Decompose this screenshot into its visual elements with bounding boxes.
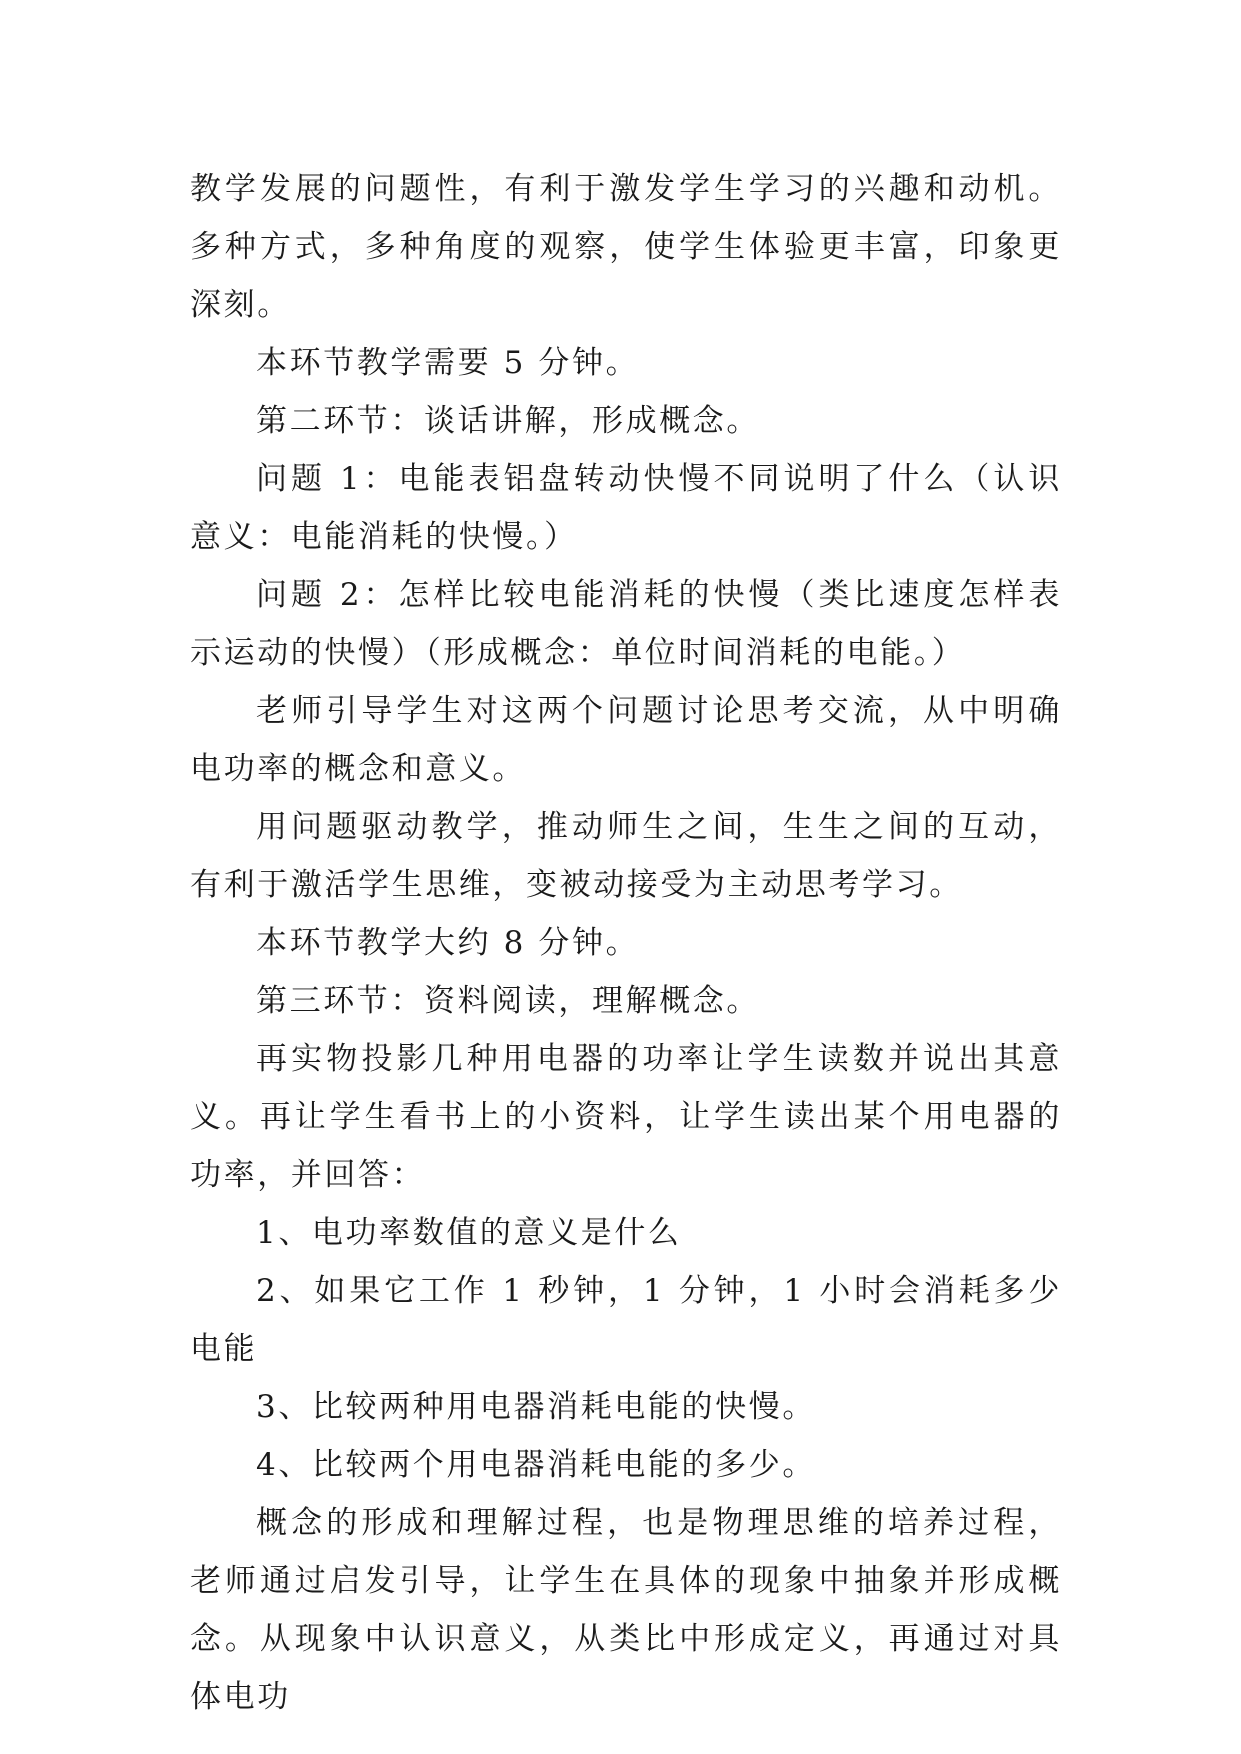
list-item-3: 3、比较两种用电器消耗电能的快慢。 bbox=[256, 1389, 816, 1425]
paragraph-projection: 再实物投影几种用电器的功率让学生读数并说出其意义。再让学生看书上的小资料，让学生读出某个用电器的功率，并回答： bbox=[190, 1041, 1062, 1193]
section-heading-3: 第三环节：资料阅读，理解概念。 bbox=[256, 983, 760, 1019]
list-item-4: 4、比较两个用电器消耗电能的多少。 bbox=[256, 1447, 816, 1483]
paragraph-concept-formation: 概念的形成和理解过程，也是物理思维的培养过程，老师通过启发引导，让学生在具体的现象中抽象并形成概念。从现象中认识意义，从类比中形成定义，再通过对具体电功 bbox=[190, 1505, 1062, 1715]
question-1: 问题 1：电能表铝盘转动快慢不同说明了什么（认识意义：电能消耗的快慢。） bbox=[190, 461, 1062, 555]
paragraph-2: 本环节教学需要 5 分钟。 bbox=[256, 345, 640, 381]
body-text bbox=[190, 160, 1062, 1726]
paragraph-teacher-guide: 老师引导学生对这两个问题讨论思考交流，从中明确电功率的概念和意义。 bbox=[190, 693, 1062, 787]
list-item-2: 2、如果它工作 1 秒钟，1 分钟，1 小时会消耗多少电能 bbox=[190, 1273, 1062, 1367]
paragraph-1: 教学发展的问题性，有利于激发学生学习的兴趣和动机。多种方式，多种角度的观察，使学生体验更丰富，印象更深刻。 bbox=[190, 171, 1062, 323]
section-heading-2: 第二环节：谈话讲解，形成概念。 bbox=[256, 403, 760, 439]
question-2: 问题 2：怎样比较电能消耗的快慢（类比速度怎样表示运动的快慢）（形成概念：单位时间消耗的电能。） bbox=[190, 577, 1062, 671]
paragraph-question-driven: 用问题驱动教学，推动师生之间，生生之间的互动，有利于激活学生思维，变被动接受为主动思考学习。 bbox=[190, 809, 1062, 903]
list-item-1: 1、电功率数值的意义是什么 bbox=[256, 1215, 682, 1251]
paragraph-time-8: 本环节教学大约 8 分钟。 bbox=[256, 925, 640, 961]
